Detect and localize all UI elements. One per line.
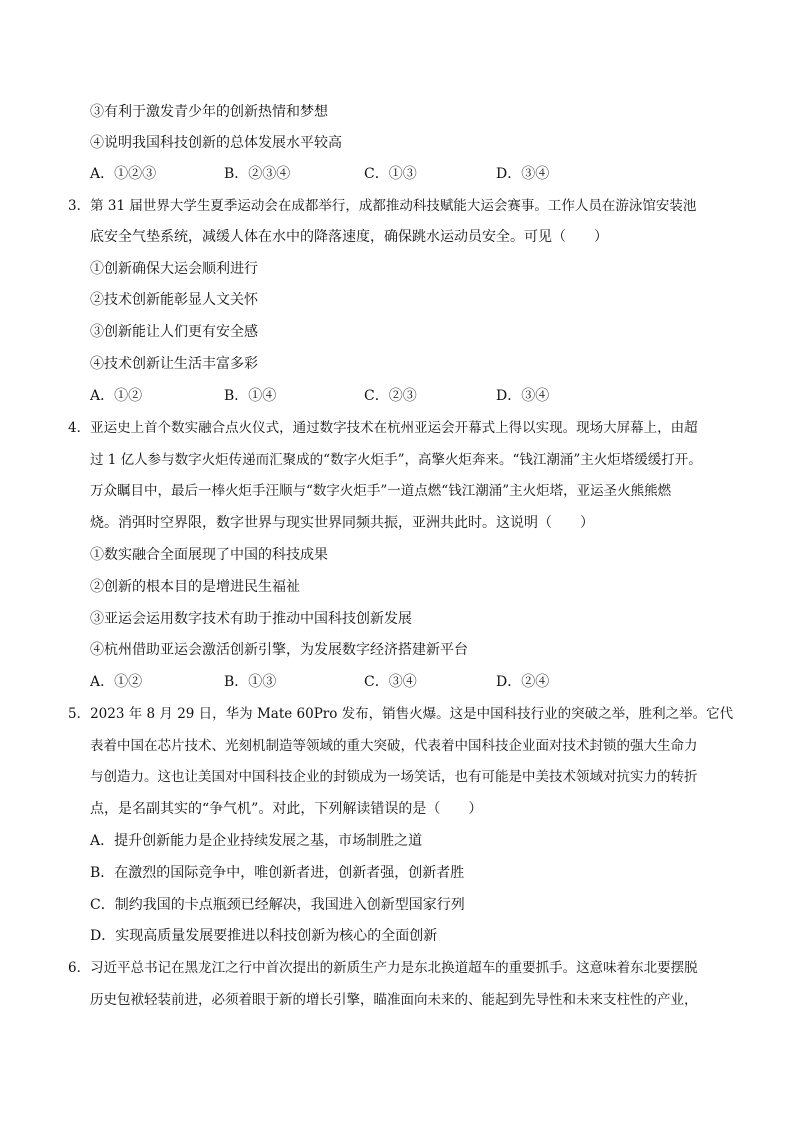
q6-stem-line-1: 6．习近平总书记在黑龙江之行中首次提出的新质生产力是东北换道超车的重要抓手。这意味着东北要摆脱 <box>68 960 698 976</box>
q2-option-c: C．①③ <box>364 166 417 182</box>
q4-option-c: C．③④ <box>364 674 417 690</box>
q3-option-c: C．②③ <box>364 388 417 404</box>
q3-option-d: D．③④ <box>496 388 550 404</box>
q4-option-b: B．①③ <box>224 674 277 690</box>
q2-option-b: B．②③④ <box>224 166 291 182</box>
q4-option-a: A．①② <box>90 674 143 690</box>
q2-options <box>90 164 730 184</box>
q4-item-1: ①数实融合全面展现了中国的科技成果 <box>90 547 328 563</box>
q5-stem-line-4: 点，是名副其实的“争气机”。对此，下列解读错误的是（ ） <box>90 801 483 817</box>
q5-choice-c: C．制约我国的卡点瓶颈已经解决，我国进入创新型国家行列 <box>90 897 465 913</box>
q4-item-4: ④杭州借助亚运会激活创新引擎，为发展数字经济搭建新平台 <box>90 642 468 658</box>
q4-item-3: ③亚运会运用数字技术有助于推动中国科技创新发展 <box>90 611 412 627</box>
q3-item-2: ②技术创新能彰显人文关怀 <box>90 292 258 308</box>
q4-option-d: D．②④ <box>496 674 550 690</box>
q5-choice-d: D．实现高质量发展要推进以科技创新为核心的全面创新 <box>90 928 438 944</box>
q5-stem-line-3: 与创造力。这也让美国对中国科技企业的封锁成为一场笑话，也有可能是中美技术领域对抗实力的转折 <box>90 769 698 785</box>
q3-options <box>90 386 730 406</box>
q4-stem-line-1: 4．亚运史上首个数实融合点火仪式，通过数字技术在杭州亚运会开幕式上得以实现。现场大屏幕上，由超 <box>68 420 698 436</box>
q2-item-3: ③有利于激发青少年的创新热情和梦想 <box>90 104 328 120</box>
q5-choice-a: A．提升创新能力是企业持续发展之基，市场制胜之道 <box>90 833 423 849</box>
q3-item-3: ③创新能让人们更有安全感 <box>90 324 258 340</box>
q5-stem-line-2: 表着中国在芯片技术、光刻机制造等领域的重大突破，代表着中国科技企业面对技术封锁的强大生命力 <box>90 738 698 754</box>
q4-stem-line-4: 烧。消弭时空界限，数字世界与现实世界同频共振，亚洲共此时。这说明（ ） <box>90 515 594 531</box>
q3-stem-line-1: 3．第 31 届世界大学生夏季运动会在成都举行，成都推动科技赋能大运会赛事。工作人员在游泳馆安装池 <box>68 198 697 214</box>
q3-item-1: ①创新确保大运会顺利进行 <box>90 261 258 277</box>
q2-option-d: D．③④ <box>496 166 550 182</box>
q5-choice-b: B．在激烈的国际竞争中，唯创新者进，创新者强，创新者胜 <box>90 865 465 881</box>
q4-item-2: ②创新的根本目的是增进民生福祉 <box>90 579 300 595</box>
q2-item-4: ④说明我国科技创新的总体发展水平较高 <box>90 135 342 151</box>
q3-option-a: A．①② <box>90 388 143 404</box>
q3-stem-line-2: 底安全气垫系统，减缓人体在水中的降落速度，确保跳水运动员安全。可见（ ） <box>90 229 608 245</box>
q4-options <box>90 672 730 692</box>
q3-option-b: B．①④ <box>224 388 277 404</box>
q2-option-a: A．①②③ <box>90 166 157 182</box>
q5-stem-line-1: 5．2023 年 8 月 29 日，华为 Mate 60Pro 发布，销售火爆。这是中国科技行业的突破之举，胜利之举。它代 <box>68 706 734 722</box>
q4-stem-line-2: 过 1 亿人参与数字火炬传递而汇聚成的“数字火炬手”，高擎火炬奔来。“钱江潮涌”主火炬塔缓缓打开。 <box>90 452 702 468</box>
q3-item-4: ④技术创新让生活丰富多彩 <box>90 356 258 372</box>
q6-stem-line-2: 历史包袱轻装前进，必须着眼于新的增长引擎，瞄准面向未来的、能起到先导性和未来支柱性的产业， <box>90 992 698 1008</box>
q4-stem-line-3: 万众瞩目中，最后一棒火炬手汪顺与“数字火炬手”一道点燃“钱江潮涌”主火炬塔，亚运圣火熊熊燃 <box>90 483 672 499</box>
